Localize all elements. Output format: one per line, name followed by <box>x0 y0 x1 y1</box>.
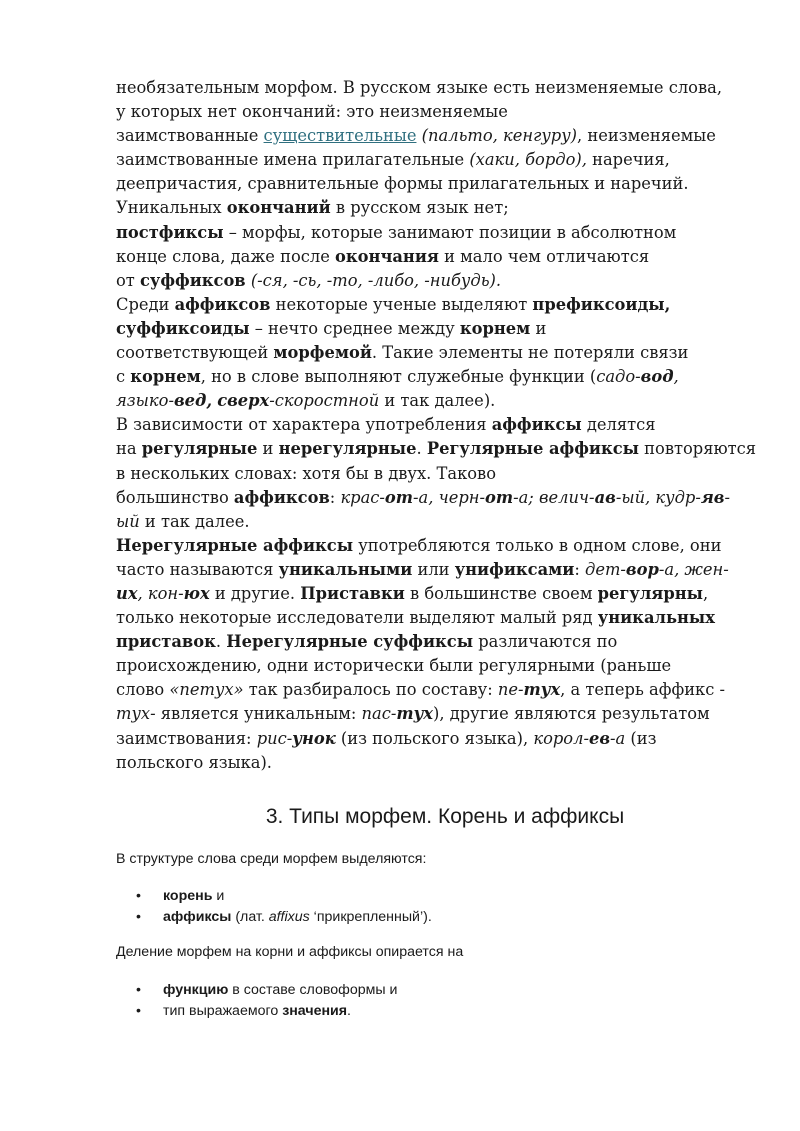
paragraph-line <box>116 317 756 341</box>
text-run: (из <box>625 728 657 748</box>
bold-text: Нерегулярные суффиксы <box>226 632 474 652</box>
text-run: тип выражаемого <box>163 1003 283 1019</box>
paragraph-line <box>116 269 756 293</box>
italic-text: рис- <box>256 728 293 748</box>
bold-text: аффиксы <box>163 909 232 925</box>
italic-text: -скоростной <box>269 391 380 411</box>
italic-text: «петух» <box>169 680 244 700</box>
text-run: Уникальных <box>116 198 227 218</box>
text-run: заимствованные имена прилагательные <box>116 150 470 170</box>
bold-italic-text: вед, <box>173 391 212 411</box>
text-run: на <box>116 439 142 459</box>
text-run: повторяются <box>639 439 757 459</box>
italic-text: , кон- <box>137 583 184 603</box>
text-run: необязательным морфом. В русском языке есть неизменяемые слова, <box>116 78 723 97</box>
paragraph-line <box>116 196 756 220</box>
paragraph-line <box>116 100 756 124</box>
text-run: . <box>416 439 427 459</box>
italic-text: -а <box>610 728 626 748</box>
text-run: деепричастия, сравнительные формы прилагательных и наречий. <box>116 174 689 194</box>
text-run: некоторые ученые выделяют <box>270 294 533 314</box>
list-item <box>136 886 432 907</box>
bold-text: префиксоиды, <box>532 294 671 314</box>
bold-italic-text: унок <box>292 728 336 748</box>
text-run: с <box>116 367 131 387</box>
text-run: так разбиралось по составу: <box>243 680 498 700</box>
text-run: В зависимости от характера употребления <box>116 415 492 435</box>
bold-italic-text: сверх <box>217 391 270 411</box>
bold-italic-text: юх <box>183 583 210 603</box>
paragraph-line <box>116 437 756 461</box>
italic-text: тух- <box>116 704 156 724</box>
bold-italic-text: тух <box>396 704 434 724</box>
bold-italic-text: тух <box>523 680 561 700</box>
text-run: происхождению, одни исторически были регулярными (раньше <box>116 656 672 676</box>
text-run: , неизменяемые <box>577 126 716 146</box>
italic-text: дет- <box>585 559 626 579</box>
paragraph-line <box>116 389 756 413</box>
text-run: и <box>530 318 547 338</box>
division-criteria-list <box>136 980 397 1022</box>
bullet-icon: • <box>136 1003 141 1019</box>
text-run: делятся <box>581 415 656 435</box>
text-run: и <box>212 888 225 904</box>
bold-text: уникальных <box>597 608 715 628</box>
bold-italic-text: вод <box>640 367 674 387</box>
bold-text: уникальными <box>278 559 413 579</box>
italic-text: -а, жен- <box>658 559 729 579</box>
italic-text: крас- <box>340 487 385 507</box>
bold-text: аффиксов <box>233 487 330 507</box>
bold-text: Приставки <box>300 583 405 603</box>
text-run: часто называются <box>116 559 279 579</box>
text-run: и другие. <box>209 583 301 603</box>
section-heading: 3. Типы морфем. Корень и аффиксы <box>265 805 625 828</box>
bold-italic-text: от <box>485 487 514 507</box>
text-run: только некоторые исследователи выделяют малый ряд <box>116 608 598 628</box>
text-run: соответствующей <box>116 343 274 363</box>
bold-text: корень <box>163 888 213 904</box>
paragraph-line <box>116 221 756 245</box>
text-run: (из польского языка), <box>335 728 534 748</box>
italic-text: - <box>724 487 730 507</box>
bullet-icon: • <box>136 982 141 998</box>
paragraph-line <box>116 582 756 606</box>
bold-text: окончаний <box>226 198 331 218</box>
text-run: является уникальным: <box>155 704 362 724</box>
italic-text: -ый, кудр- <box>615 487 701 507</box>
bold-italic-text: ав <box>594 487 616 507</box>
bold-text: Нерегулярные аффиксы <box>116 535 354 555</box>
text-run: – морфы, которые занимают позиции в абсолютном <box>223 222 677 242</box>
bold-text: окончания <box>335 246 439 266</box>
paragraph-line <box>116 534 756 558</box>
paragraph-line <box>116 365 756 389</box>
list-item <box>136 1001 397 1022</box>
paragraph-line <box>116 148 756 172</box>
bold-italic-text: от <box>384 487 414 507</box>
bold-text: морфемой <box>273 343 372 363</box>
italic-text: пе- <box>497 680 524 700</box>
paragraph-line <box>116 702 756 726</box>
italic-text: пас- <box>361 704 397 724</box>
bold-text: унификсами <box>454 559 575 579</box>
bold-text: функцию <box>163 982 229 998</box>
bold-italic-text: ев <box>588 728 611 748</box>
list-item <box>136 980 397 1001</box>
text-run: и <box>257 439 279 459</box>
italic-text: -а; велич- <box>513 487 595 507</box>
text-run: у которых нет окончаний: это неизменяемые <box>116 102 508 122</box>
bold-text: приставок <box>116 632 216 652</box>
text-run: в нескольких словах: хотя бы в двух. Таково <box>116 463 497 483</box>
paragraph-line <box>116 341 756 365</box>
italic-text: (-ся, -сь, -то, -либо, -нибудь). <box>250 270 502 290</box>
text-run: в составе словоформы и <box>228 982 398 998</box>
text-run: Среди <box>116 294 175 314</box>
text-run: и так далее. <box>139 511 250 531</box>
bold-italic-text: их <box>116 583 138 603</box>
bold-text: корнем <box>130 367 201 387</box>
italic-text: ый <box>116 511 140 531</box>
intro-text: В структуре слова среди морфем выделяются: <box>116 851 427 867</box>
paragraph-line <box>116 510 756 534</box>
text-run: . Такие элементы не потеряли связи <box>371 343 689 363</box>
italic-text: (хаки, бордо), <box>469 150 587 170</box>
link-text[interactable]: существительные <box>263 126 417 146</box>
text-run: употребляются только в одном слове, они <box>353 535 722 555</box>
text-run: слово <box>116 680 170 700</box>
italic-text: -а, черн- <box>413 487 485 507</box>
bold-text: суффиксоиды <box>116 318 250 338</box>
text-run: . <box>347 1003 351 1019</box>
paragraph-line <box>116 678 756 702</box>
morpheme-types-list <box>136 886 432 928</box>
text-run: , а теперь аффикс - <box>560 680 726 700</box>
italic-text: языко- <box>116 391 174 411</box>
text-run: различаются по <box>473 632 618 652</box>
text-run: ‘прикрепленный’). <box>309 909 432 925</box>
paragraph-line <box>116 486 756 510</box>
text-run: и мало чем отличаются <box>438 246 650 266</box>
text-run: наречия, <box>586 150 670 170</box>
text-run: заимствования: <box>116 728 257 748</box>
bold-text: корнем <box>459 318 531 338</box>
paragraph-line <box>116 751 756 775</box>
bold-text: постфиксы <box>116 222 224 242</box>
italic-text: , <box>673 367 679 387</box>
bold-text: регулярные <box>141 439 258 459</box>
text-run: : <box>574 559 586 579</box>
text-run: , но в слове выполняют служебные функции ( <box>200 367 597 387</box>
bold-text: Регулярные аффиксы <box>426 439 639 459</box>
bold-text: значения <box>282 1003 348 1019</box>
text-run: , <box>702 583 709 603</box>
italic-text: корол- <box>533 728 589 748</box>
text-run: польского языка). <box>116 752 272 772</box>
paragraph-line <box>116 293 756 317</box>
paragraph-line <box>116 413 756 437</box>
bold-text: аффиксы <box>491 415 582 435</box>
paragraph-line <box>116 76 756 100</box>
italic-text: affixus <box>268 909 310 925</box>
text-run: большинство <box>116 487 234 507</box>
text-run: ), другие являются результатом <box>433 704 710 724</box>
text-run: в большинстве своем <box>404 583 598 603</box>
text-run: от <box>116 270 140 290</box>
division-text: Деление морфем на корни и аффиксы опирается на <box>116 944 464 960</box>
text-run: конце слова, даже после <box>116 246 336 266</box>
text-run: – нечто среднее между <box>249 318 460 338</box>
bold-italic-text: вор <box>625 559 659 579</box>
bullet-icon: • <box>136 909 141 925</box>
morpheme-paragraph <box>116 76 756 775</box>
text-run: . <box>215 632 227 652</box>
text-run: (лат. <box>231 909 269 925</box>
bold-text: аффиксов <box>174 294 271 314</box>
bullet-icon: • <box>136 888 141 904</box>
italic-text: (пальто, кенгуру) <box>421 126 577 146</box>
list-item <box>136 907 432 928</box>
paragraph-line <box>116 630 756 654</box>
paragraph-line <box>116 124 756 148</box>
paragraph-line <box>116 654 756 678</box>
bold-italic-text: яв <box>700 487 725 507</box>
text-run: или <box>412 559 455 579</box>
bold-text: нерегулярные <box>278 439 417 459</box>
paragraph-line <box>116 245 756 269</box>
paragraph-line <box>116 606 756 630</box>
text-run: в русском язык нет; <box>330 198 509 218</box>
text-run: и так далее). <box>379 391 496 411</box>
paragraph-line <box>116 727 756 751</box>
text-run: заимствованные <box>116 126 264 146</box>
paragraph-line <box>116 172 756 196</box>
italic-text: садо- <box>596 367 641 387</box>
paragraph-line <box>116 558 756 582</box>
paragraph-line <box>116 462 756 486</box>
text-run: : <box>329 487 341 507</box>
bold-text: суффиксов <box>140 270 246 290</box>
bold-text: регулярны <box>597 583 703 603</box>
